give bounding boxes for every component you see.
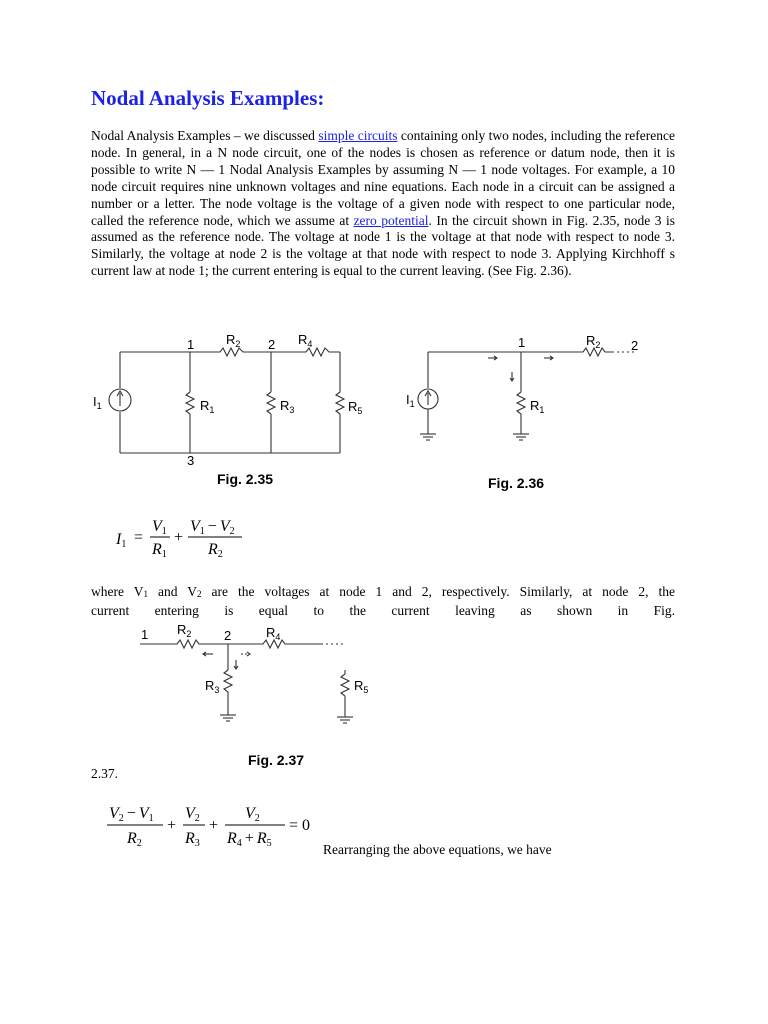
fig237-node-2: 2: [224, 628, 232, 643]
intro-text-3: . In the circuit shown in Fig. 2.35, node 3 is assumed as the reference node. The voltage at node 1 is the voltage at that node with respect to node 3. Similarly, the voltage at node 2 is the voltage at that node with respect to node 3. Applying Kirchhoff s current law at node 1; the current entering is equal to the current leaving. (See Fig. 2.36).: [91, 212, 675, 279]
eq2-t2-num: V2: [185, 805, 200, 824]
fig237-r3-label: $R_3$: [205, 678, 220, 695]
fig236-r2-label: $R_2$: [586, 333, 601, 350]
intro-text-2: containing only two nodes, including the reference node. In general, in a N node circuit, one of the nodes is chosen as reference or datum node, then it is possible to write N — 1 Nodal Analysis Examples by assuming N — 1 node voltages. For example, a 10 node circuit requires nine unknown voltages and nine equations. Each node in a circuit can be assigned a number or a letter. The node voltage is the voltage of a given node with respect to one particular node, called the reference node, which we assume at: [91, 128, 675, 228]
where-tail: 2.37.: [91, 766, 118, 781]
fig236-node-1: 1: [518, 335, 526, 350]
eq1-t2-num: V1 − V2: [190, 518, 235, 537]
intro-paragraph: [91, 128, 675, 280]
eq1-plus: +: [174, 529, 184, 546]
figure-2-37: [135, 618, 395, 773]
rearranging-text: Rearranging the above equations, we have: [323, 842, 552, 857]
figure-2-36-diagram: [400, 330, 660, 495]
fig235-node-3: 3: [187, 453, 195, 468]
fig236-caption: Fig. 2.36: [488, 475, 545, 491]
fig235-r5-label: $R_5$: [348, 399, 363, 416]
eq2-t3-num: V2: [245, 805, 260, 824]
fig235-source-label: $I_1$: [93, 394, 102, 411]
fig236-node-2: 2: [631, 338, 639, 353]
fig237-r4-label: $R_4$: [266, 625, 281, 642]
fig236-source-label: $I_1$: [406, 392, 415, 409]
fig236-r1-label: $R_1$: [530, 398, 545, 415]
eq1-equals: =: [134, 529, 144, 546]
figure-2-35-diagram: [90, 330, 390, 495]
where-paragraph: [91, 584, 675, 620]
eq2-equals-zero: = 0: [289, 817, 311, 834]
equation-node-2: [105, 802, 325, 852]
figure-2-37-diagram: [135, 618, 395, 773]
page-title: Nodal Analysis Examples:: [91, 86, 325, 110]
simple-circuits-link[interactable]: simple circuits: [318, 128, 398, 143]
eq1-t1-num: V1: [152, 518, 167, 537]
eq1-t2-den: R2: [208, 541, 223, 560]
fig237-r2-label: $R_2$: [177, 622, 192, 639]
eq1-lhs: I1: [116, 531, 127, 550]
fig235-caption: Fig. 2.35: [217, 471, 274, 487]
fig235-r1-label: $R_1$: [200, 398, 215, 415]
equation-node-1: [112, 514, 272, 564]
figure-2-35: [90, 330, 390, 495]
eq2-t1-num: V2 − V1: [109, 805, 154, 824]
eq2-plus-2: +: [209, 817, 219, 834]
fig235-node-1: 1: [187, 337, 195, 352]
eq2-t2-den: R3: [185, 830, 200, 849]
where-line-1: where V1 and V2 are the voltages at node 1 and 2, respectively. Similarly, at node 2, the: [91, 584, 675, 599]
fig235-r2-label: $R_2$: [226, 332, 241, 349]
fig235-node-2: 2: [268, 337, 276, 352]
fig235-r3-label: $R_3$: [280, 398, 295, 415]
fig237-node-1: 1: [141, 627, 149, 642]
eq2-plus-1: +: [167, 817, 177, 834]
eq2-t3-den: R4 + R5: [227, 830, 272, 849]
fig235-r4-label: $R_4$: [298, 332, 313, 349]
where-line-2: current entering is equal to the current leaving as shown in Fig.: [91, 602, 675, 618]
eq2-t1-den: R2: [127, 830, 142, 849]
figure-2-36: [400, 330, 660, 495]
intro-text-1: Nodal Analysis Examples – we discussed: [91, 128, 319, 143]
eq1-t1-den: R1: [152, 541, 167, 560]
zero-potential-link[interactable]: zero potential: [353, 212, 429, 228]
fig237-caption: Fig. 2.37: [248, 752, 305, 768]
fig237-r5-label: $R_5$: [354, 678, 369, 695]
